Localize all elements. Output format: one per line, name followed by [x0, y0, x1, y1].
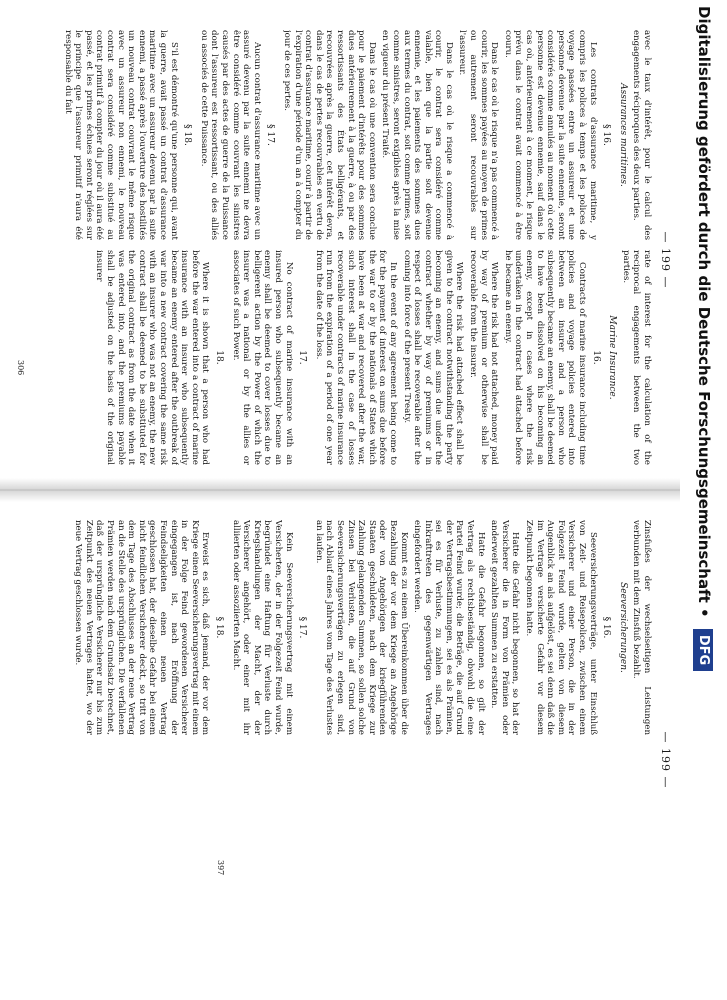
french-section-number: § 17. — [265, 124, 276, 146]
french-paragraph: Aucun contrat d'assurance maritime avec un assuré devenu par la suite ennemi ne devra être considéré comme couvrant les sinistres causés par des actes de guerre de la Puissance dont l'assureur est ressortissant, ou des alliés ou associés de cette Puissance. — [198, 30, 262, 240]
french-section-number: § 16. — [601, 124, 612, 146]
english-paragraph: Where it is shown that a person who had before the war entered into a contract of marine insurance with an insurer who subsequently became an enemy entered after the outbreak of war into a new contract covering the same risk with an insurer who was not an enemy, the new contract shall be deemed to be substituted for the original contract as from the date when it was entered into, and the premiums payable shall be adjusted on the basis of the original insurer — [94, 250, 211, 465]
german-paragraph: Seeversicherungsverträge, unter Einschluß von Zeit- und Reisepolicen, zwischen einem Versicherer und einer Person, die in der Folgezeit Feind wurde, gelten von diesem Augenblick an als aufgelöst, es sei denn daß die im Vertrage versicherte Gefahr vor diesem Zeitpunkt begonnen hatte. — [524, 520, 598, 735]
english-paragraph: Contracts of marine insurance including time policies and voyage policies entered into between an insurer and a person who subsequently became an enemy, shall be deemed to have been dissolved on his becoming an enemy, except in cases where the risk undertaken in the contract had attached before he became an enemy. — [502, 250, 588, 465]
german-intro: Zinsfußes der wechselseitigen Leistungen verbunden mit dem Zinsfuß bezahlt. — [631, 520, 652, 735]
french-paragraph: Dans le cas où le risque a commencé à courir, le contrat sera considéré comme valable, bien que la partie soit devenue ennemie, et les paiements des sommes dues aux termes du contrat, soit comme primes, soit comme sinistres, seront exigibles après la mise en vigueur du présent Traité. — [380, 30, 454, 240]
english-paragraph: No contract of marine insurance with an insured person who subsequently became an enemy shall be deemed to cover losses due to belligerent action by the Power of which the insurer was a national or by the allies or associates of such Power. — [230, 250, 294, 465]
french-section-number: § 18. — [182, 124, 193, 146]
english-paragraph: Where the risk had attached effect shall be given to the contract notwithstanding the party becoming an enemy, and sums due under the contract whether by way of premiums or in respect of losses shall be recoverable after the coming into force of the present Treaty. — [401, 250, 465, 465]
left-page-number: — 199 — — [659, 231, 672, 289]
dfg-logo: DFG — [694, 629, 714, 671]
german-section-number: § 18. — [214, 616, 225, 639]
french-paragraph: S'il est démontré qu'une personne qui, avant la guerre, avait passé un contrat d'assurance maritime avec un assureur devenu par la suite ennemi, a passé après l'ouverture des hostilités un nouveau contrat couvrant le même risque avec un assureur non ennemi, le nouveau contrat sera considéré comme substitué au contrat primitif à compter du jour où il aura été passé, et les primes échues seront réglées sur le principe que l'assureur primitif n'aura été responsable du fait — [62, 30, 179, 240]
left-signature-mark: 306 — [16, 360, 25, 376]
french-title: Assurances maritimes. — [617, 83, 628, 187]
german-paragraph: Hatte die Gefahr begonnen, so gilt der Vertrag als rechtsbeständig, obwohl die eine Partei Feind wurde; die Beträge, die auf Grund der Vertragsbestimmungen, sei es als Prämien, sei es für Verluste, zu zahlen sind, nach Inkrafttreten des gegenwärtigen Vertrages eingefordert werden. — [412, 520, 486, 735]
book-spine — [0, 478, 680, 502]
french-intro: avec le taux d'intérêt, pour le calcul des engagements réciproques des deux parties. — [631, 30, 652, 240]
english-section-number: 17. — [297, 350, 308, 365]
german-paragraph: Kommt es zu einem Übereinkommen über die Bezahlung der vor dem Kriege an Angehörige oder von Angehörigen der kriegführenden Staaten geschuldeten, nach dem Kriege zur Zahlung gelangenden Summen, so sollen solche Zinsen bei Verlusten, die auf Grund von Seeversicherungsverträgen zu erlegen sind, nach Ablauf eines Jahres vom Tage des Verlustes an laufen. — [313, 520, 409, 735]
german-title: Seeversicherungen. — [617, 582, 628, 673]
french-paragraph: Les contrats d'assurance maritime, y compris les polices à temps et les polices de voyage passées entre un assureur et une personne devenue par la suite ennemie, seront considérés comme annulés au moment où cette personne est devenue ennemie, sauf dans le cas où, antérieurement à ce moment, le risque prévu dans le contrat avait commencé à être couru. — [502, 30, 598, 240]
french-paragraph: Dans le cas où une convention sera conclue pour le paiement d'intérêts pour des sommes dues antérieurement à la guerre, à ou par des ressortissants des États belligérants, et recouvrées après la guerre, cet intérêt devra, dans le cas de pertes recouvrables en vertu de contrat d'assurance maritime, courir à partir de l'expiration d'une période d'un an à compter du jour de ces pertes. — [282, 30, 377, 240]
english-title: Marine Insurance. — [607, 315, 618, 400]
watermark-text-row — [687, 6, 721, 946]
english-paragraph: In the event of any agreement being come to for the payment of interest on sums due before the war to or by the nationals of States which have been at war and recovered after the war, such interest shall in the case of losses recoverable under contracts of marine insurance run from the expiration of a period of one year from the date of the loss. — [313, 250, 398, 465]
french-column — [12, 30, 652, 240]
right-signature-mark: 397 — [216, 860, 225, 876]
german-section-number: § 17. — [297, 616, 308, 639]
english-section-number: 18. — [214, 350, 225, 365]
english-intro: rate of interest for the calculation of the reciprocal engagements between the two parties. — [620, 250, 652, 465]
english-column — [12, 250, 652, 465]
digitization-watermark — [687, 6, 721, 994]
english-section-number: 16. — [590, 350, 601, 365]
german-paragraph: Erweist es sich, daß jemand, der vor dem Kriege einen Seeversicherungsvertrag mit einem in der Folge Feind gewordenen Versicherer eingegangen ist, nach Eröffnung der Feindseligkeiten einen neuen Vertrag geschlossen hat, der dieselbe Gefahr bei einem nicht feindlichen Versicherer deckt, so tritt von dem Tage des Abschlusses an der neue Vertrag an die Stelle des ursprünglichen. Die verfallenen Prämien werden nach dem Grundsatz berechnet, daß der ursprüngliche Versicherer nur bis zum Zeitpunkt des neuen Vertrages haftet, wo der neue Vertrag geschlossen wurde. — [73, 520, 211, 735]
german-column — [12, 520, 652, 735]
watermark-text: Digitalisierung gefördert durch die Deutsche Forschungsgemeinschaft • — [695, 6, 713, 618]
right-page-number: — 199 — — [659, 731, 672, 789]
german-paragraph: Hatte die Gefahr nicht begonnen, so hat der Versicherer die in Form von Prämien oder anderweit gezahlten Summen zu erstatten. — [489, 520, 521, 735]
german-section-number: § 16. — [601, 616, 612, 639]
german-paragraph: Kein Seeversicherungsvertrag mit einem Versicherten, der in der Folgezeit Feind wurde, begründet eine Haftung für Verluste durch Kriegshandlungen der Macht, der der Versicherer angehört, oder einer mit ihr alliierten oder assoziierten Macht. — [230, 520, 294, 735]
english-paragraph: Where the risk had not attached, money paid by way of premium or otherwise shall be recoverable from the insurer. — [468, 250, 500, 465]
french-paragraph: Dans le cas où le risque n'a pas commencé à courir, les sommes payées au moyen de primes ou autrement seront recouvrables sur l'assureur. — [457, 30, 500, 240]
